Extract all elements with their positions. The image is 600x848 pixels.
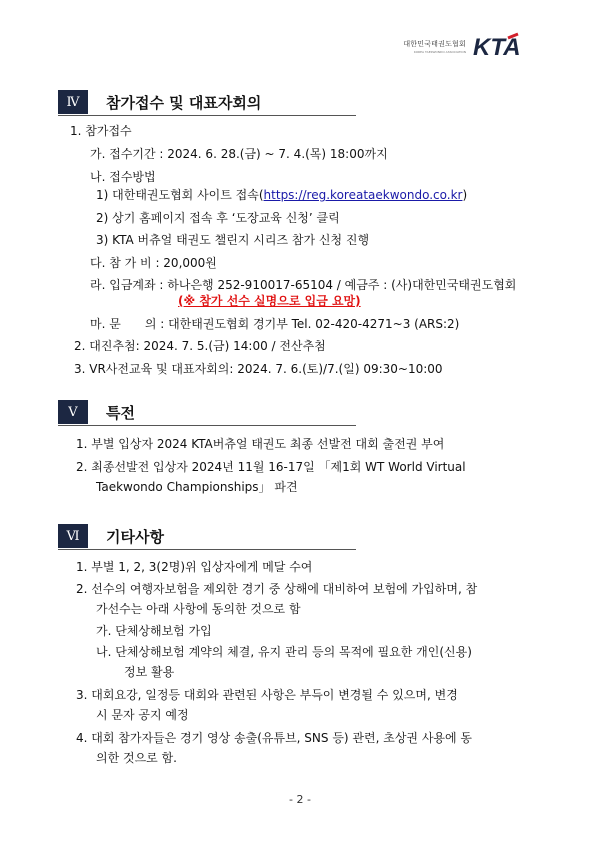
section-header-5 — [58, 400, 356, 426]
section-number: Ⅴ — [58, 400, 88, 424]
item-meeting: 3. VR사전교육 및 대표자회의: 2024. 7. 6.(토)/7.(일) 09:30~10:00 — [74, 362, 443, 376]
section-header-4 — [58, 90, 356, 116]
misc-2-sub-na: 나. 단체상해보험 계약의 체결, 유지 관리 등의 목적에 필요한 개인(신용) — [96, 645, 472, 659]
benefit-2-cont: Taekwondo Championships」 파견 — [96, 480, 298, 494]
section-rule — [58, 549, 356, 550]
kta-logo-mark — [472, 32, 528, 60]
section-rule — [58, 115, 356, 116]
section-title: 기타사항 — [106, 528, 164, 546]
misc-4: 4. 대회 참가자들은 경기 영상 송출(유튜브, SNS 등) 관련, 초상권 사용에 동 — [76, 731, 473, 745]
misc-2: 2. 선수의 여행자보험을 제외한 경기 중 상해에 대비하여 보험에 가입하며, 참 — [76, 582, 478, 596]
item-draw: 2. 대진추첨: 2024. 7. 5.(금) 14:00 / 전산추첨 — [74, 339, 326, 353]
misc-2-sub-ga: 가. 단체상해보험 가입 — [96, 624, 212, 638]
section-header-6 — [58, 524, 356, 550]
section-title: 참가접수 및 대표자회의 — [106, 94, 262, 112]
misc-4-cont: 의한 것으로 함. — [96, 751, 177, 765]
entry-fee: 다. 참 가 비 : 20,000원 — [90, 256, 217, 270]
section-rule — [58, 425, 356, 426]
logo-text: KTA — [473, 34, 521, 60]
misc-3: 3. 대회요강, 일정등 대회와 관련된 사항은 부득이 변경될 수 있으며, 변경 — [76, 688, 458, 702]
misc-3-cont: 시 문자 공지 예정 — [96, 708, 189, 722]
method-step-1 — [96, 186, 467, 204]
page-number: - 2 - — [289, 793, 311, 806]
deposit-note: (※ 참가 선수 실명으로 입금 요망) — [178, 294, 361, 308]
org-name-en: KOREA TAEKWONDO ASSOCIATION — [413, 49, 466, 54]
bank-account: 라. 입금계좌 : 하나은행 252-910017-65104 / 예금주 : (사)대한민국태권도협회 — [90, 278, 517, 292]
section-number: Ⅳ — [58, 90, 88, 114]
section-number: Ⅵ — [58, 524, 88, 548]
registration-period: 가. 접수기간 : 2024. 6. 28.(금) ~ 7. 4.(목) 18:00까지 — [90, 147, 388, 161]
benefit-2: 2. 최종선발전 입상자 2024년 11월 16-17일 「제1회 WT World Virtual — [76, 460, 466, 474]
kta-logo — [403, 32, 528, 60]
method-step-1-text: 1) 대한태권도협회 사이트 접속( — [96, 188, 264, 202]
method-step-1-close: ) — [462, 188, 468, 202]
contact-info: 마. 문 의 : 대한태권도협회 경기부 Tel. 02-420-4271~3 (ARS:2) — [90, 317, 460, 331]
misc-1: 1. 부별 1, 2, 3(2명)위 입상자에게 메달 수여 — [76, 560, 313, 574]
item-registration: 1. 참가접수 — [70, 124, 132, 138]
misc-2-sub-na-cont: 정보 활용 — [124, 665, 175, 679]
section-title: 특전 — [106, 404, 135, 422]
org-name: 대한민국태권도협회 — [403, 39, 466, 48]
misc-2-cont: 가선수는 아래 사항에 동의한 것으로 함 — [96, 602, 301, 616]
method-step-3: 3) KTA 버츄얼 태권도 챌린지 시리즈 참가 신청 진행 — [96, 233, 370, 247]
registration-method: 나. 접수방법 — [90, 170, 156, 184]
method-step-2: 2) 상기 홈페이지 접속 후 ‘도장교육 신청’ 클릭 — [96, 211, 340, 225]
benefit-1: 1. 부별 입상자 2024 KTA버츄얼 태권도 최종 선발전 대회 출전권 부여 — [76, 437, 445, 451]
registration-site-link[interactable]: https://reg.koreataekwondo.co.kr — [263, 188, 463, 202]
